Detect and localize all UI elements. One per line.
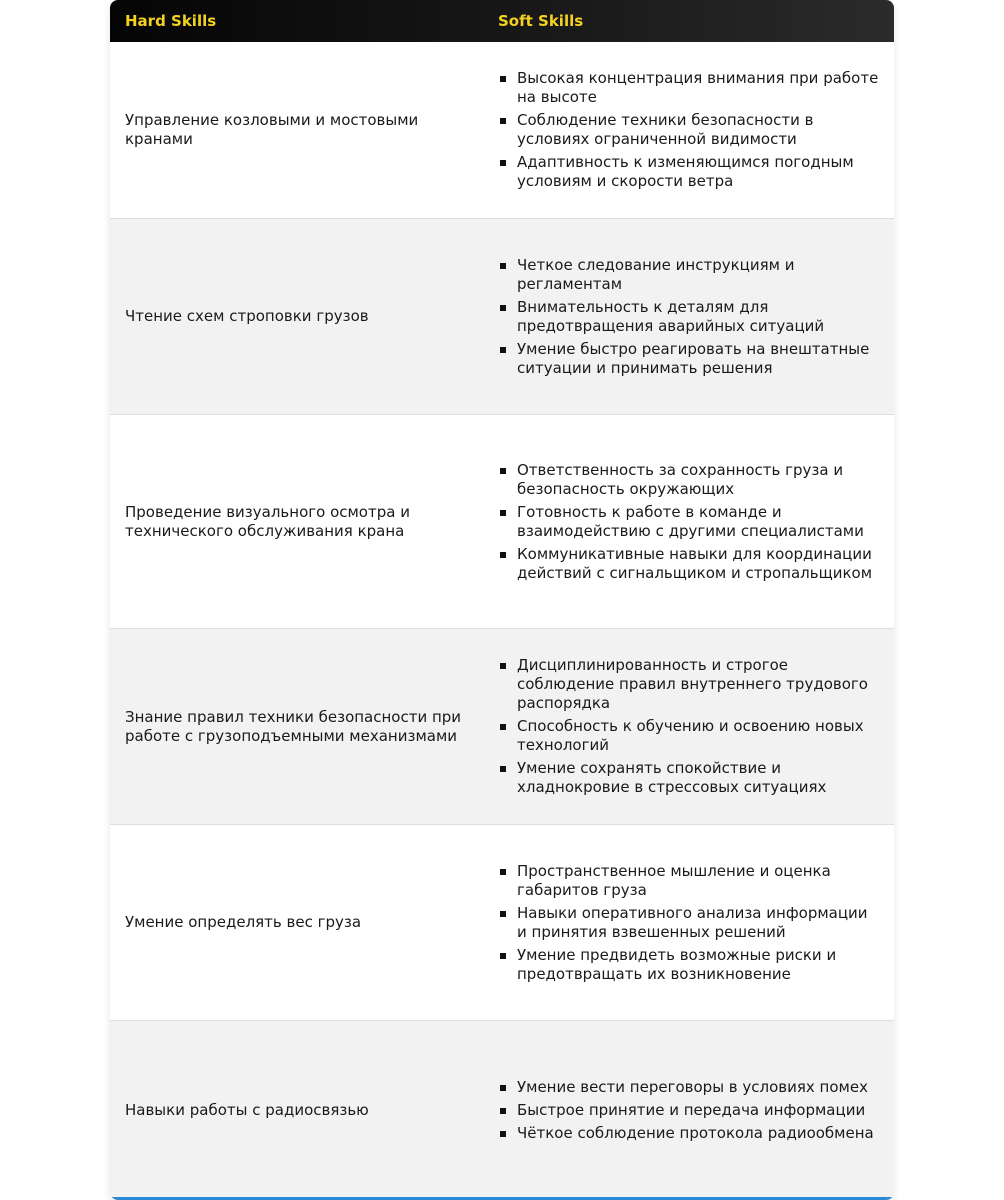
- soft-skills-list: [483, 862, 879, 984]
- soft-skill-text: Высокая концентрация внимания при работе на высоте: [517, 69, 879, 106]
- soft-skills-cell: [483, 825, 894, 1020]
- skills-table: [110, 0, 894, 1200]
- soft-skills-list: [483, 461, 879, 583]
- bullet-icon: [500, 510, 506, 516]
- list-item: [503, 340, 879, 378]
- hard-skill-cell: Проведение визуального осмотра и технического обслуживания крана: [125, 502, 410, 540]
- soft-skill-text: Чёткое соблюдение протокола радиообмена: [517, 1123, 874, 1142]
- bullet-icon: [500, 869, 506, 875]
- hard-skill-cell: Умение определять вес груза: [125, 913, 362, 931]
- bullet-icon: [500, 663, 506, 669]
- header-hard-skills: Hard Skills: [125, 12, 217, 30]
- hard-skill-cell: Навыки работы с радиосвязью: [125, 1100, 369, 1119]
- soft-skill-text: Быстрое принятие и передача информации: [517, 1100, 866, 1119]
- soft-skills-list: [483, 256, 879, 378]
- soft-skills-list: [483, 656, 879, 797]
- bullet-icon: [500, 305, 506, 311]
- hard-skill-cell: Знание правил техники безопасности при работе с грузоподъемными механизмами: [125, 707, 462, 745]
- hard-skill-cell: Чтение схем строповки грузов: [125, 307, 369, 325]
- soft-skills-list: [483, 69, 879, 191]
- bullet-icon: [500, 911, 506, 917]
- soft-skill-text: Коммуникативные навыки для координации действий с сигнальщиком и стропальщиком: [517, 544, 873, 582]
- soft-skill-text: Навыки оперативного анализа информации и принятия взвешенных решений: [517, 903, 868, 941]
- list-item: [503, 946, 879, 984]
- list-item: [503, 862, 879, 900]
- list-item: [503, 759, 879, 797]
- table-row: [110, 629, 894, 825]
- list-item: [503, 461, 879, 499]
- soft-skills-cell: [483, 1021, 894, 1199]
- list-item: [503, 717, 879, 755]
- soft-skills-list: [483, 1078, 874, 1143]
- soft-skill-text: Умение вести переговоры в условиях помех: [517, 1077, 868, 1096]
- list-item: [503, 153, 879, 191]
- soft-skill-text: Адаптивность к изменяющимся погодным условиям и скорости ветра: [517, 153, 854, 190]
- soft-skill-text: Ответственность за сохранность груза и безопасность окружающих: [517, 460, 844, 498]
- soft-skill-text: Пространственное мышление и оценка габаритов груза: [517, 861, 831, 899]
- bullet-icon: [500, 263, 506, 269]
- bullet-icon: [500, 347, 506, 353]
- soft-skills-cell: [483, 42, 894, 218]
- list-item: [503, 256, 879, 294]
- list-item: [503, 1124, 874, 1143]
- soft-skill-text: Умение быстро реагировать на внештатные ситуации и принимать решения: [517, 339, 870, 377]
- soft-skill-text: Соблюдение техники безопасности в условиях ограниченной видимости: [517, 111, 814, 148]
- list-item: [503, 1078, 874, 1097]
- table-row: [110, 415, 894, 629]
- list-item: [503, 545, 879, 583]
- bullet-icon: [500, 1131, 506, 1137]
- soft-skill-text: Внимательность к деталям для предотвращения аварийных ситуаций: [517, 297, 825, 335]
- table-row: [110, 1021, 894, 1199]
- header-soft-skills: Soft Skills: [498, 12, 584, 30]
- list-item: [503, 656, 879, 713]
- soft-skills-cell: [483, 219, 894, 414]
- table-row: [110, 825, 894, 1021]
- hard-skill-cell: Управление козловыми и мостовыми кранами: [125, 111, 419, 148]
- soft-skill-text: Дисциплинированность и строгое соблюдение правил внутреннего трудового распорядка: [517, 656, 868, 712]
- bullet-icon: [500, 118, 506, 124]
- soft-skill-text: Умение предвидеть возможные риски и предотвращать их возникновение: [517, 945, 837, 983]
- soft-skills-cell: [483, 415, 894, 628]
- bullet-icon: [500, 953, 506, 959]
- bullet-icon: [500, 766, 506, 772]
- bullet-icon: [500, 468, 506, 474]
- bullet-icon: [500, 160, 506, 166]
- table-header: [110, 0, 894, 42]
- bullet-icon: [500, 1085, 506, 1091]
- list-item: [503, 904, 879, 942]
- bullet-icon: [500, 552, 506, 558]
- soft-skills-cell: [483, 629, 894, 824]
- list-item: [503, 503, 879, 541]
- table-row: [110, 219, 894, 415]
- table-row: [110, 42, 894, 219]
- soft-skill-text: Четкое следование инструкциям и регламентам: [517, 255, 795, 293]
- soft-skill-text: Способность к обучению и освоению новых технологий: [517, 717, 864, 754]
- list-item: [503, 298, 879, 336]
- bullet-icon: [500, 76, 506, 82]
- soft-skill-text: Готовность к работе в команде и взаимодействию с другими специалистами: [517, 502, 864, 540]
- list-item: [503, 111, 879, 149]
- list-item: [503, 69, 879, 107]
- list-item: [503, 1101, 874, 1120]
- bullet-icon: [500, 1108, 506, 1114]
- bullet-icon: [500, 724, 506, 730]
- soft-skill-text: Умение сохранять спокойствие и хладнокровие в стрессовых ситуациях: [517, 759, 827, 796]
